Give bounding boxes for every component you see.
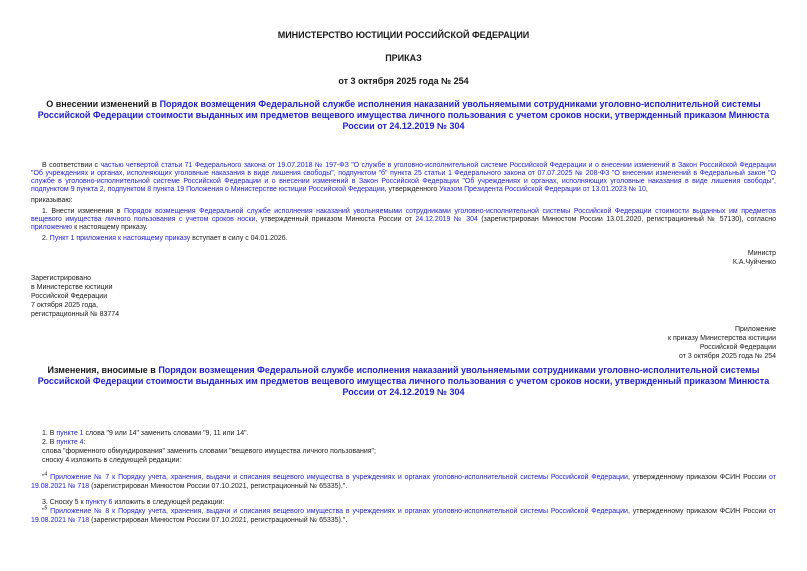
text-segment: 3. Сноску 5 к bbox=[42, 499, 86, 506]
prikaz-word bbox=[31, 197, 776, 205]
annex-amendments-list bbox=[31, 429, 776, 525]
text-segment: изложить в следующей редакции: bbox=[112, 499, 225, 506]
text-segment: 2. В bbox=[42, 439, 57, 446]
text-segment: (зарегистрирован Минюстом России 07.10.2021, регистрационный № 65335).". bbox=[89, 517, 348, 524]
text-segment: Изменения, вносимые в bbox=[47, 365, 159, 375]
registration-line: в Министерстве юстиции bbox=[31, 284, 113, 291]
text-segment: : bbox=[83, 439, 86, 446]
law-reference-link[interactable]: Указом Президента Российской Федерации от 13.01.2023 № 10 bbox=[439, 186, 646, 193]
registration-line: 7 октября 2025 года, bbox=[31, 302, 99, 309]
annex-heading bbox=[31, 365, 776, 398]
annex-label-line: от 3 октября 2025 года № 254 bbox=[678, 353, 776, 360]
text-segment: 1. В bbox=[42, 430, 57, 437]
registration-line: Зарегистрировано bbox=[31, 275, 91, 282]
text-segment: , утвержденному приказом ФСИН России bbox=[627, 474, 770, 481]
text-segment: 5 bbox=[44, 505, 48, 512]
law-reference-link[interactable]: Приложение № 7 к Порядку учета, хранения, выдачи и списания вещевого имущества в учреждениях и органах уголовно-исполнительной системы Российской Федерации bbox=[50, 474, 628, 481]
law-reference-link[interactable]: Порядок возмещения Федеральной службе исполнения наказаний увольняемыми сотрудниками уголовно-исполнительной системы Российской Федерации стоимости выданных им предметов вещевого имущества личного пользования с учетом сроков носки bbox=[31, 208, 776, 223]
text-segment: сноску 4 изложить в следующей редакции: bbox=[42, 457, 182, 464]
signer-name: К.А.Чуйченко bbox=[732, 259, 776, 266]
text-segment: , утвержденный приказом Минюста России от bbox=[255, 216, 416, 223]
law-reference-link[interactable]: Приложение № 8 к Порядку учета, хранения, выдачи и списания вещевого имущества в учреждениях и органах уголовно-исполнительной системы Российской Федерации bbox=[50, 508, 628, 515]
law-reference-link[interactable]: от 19.08.2021 № 718 bbox=[31, 508, 776, 524]
law-reference-link[interactable]: Порядок возмещения Федеральной службе исполнения наказаний увольняемыми сотрудниками уголовно-исполнительной системы Российской Федерации стоимости выданных им предметов вещевого имущества личного пользования с учетом сроков носки, утвержденный приказом Минюста России от 24.12.2019 № 304 bbox=[37, 365, 770, 397]
text-segment: " bbox=[42, 508, 45, 515]
annex-item-1 bbox=[31, 429, 776, 438]
signer-position: Министр bbox=[747, 250, 776, 257]
preamble-paragraph bbox=[31, 162, 776, 194]
law-reference-link[interactable]: Порядок возмещения Федеральной службе исполнения наказаний увольняемыми сотрудниками уголовно-исполнительной системы Российской Федерации стоимости выданных им предметов вещевого имущества личного пользования с учетом сроков носки, утвержденный приказом Минюста России от 24.12.2019 № 304 bbox=[37, 99, 770, 131]
text-segment: (зарегистрирован Минюстом России 13.01.2020, регистрационный № 57130), согласно bbox=[477, 216, 776, 223]
order-clause-1 bbox=[31, 208, 776, 232]
law-reference-link[interactable]: пункте 1 bbox=[56, 430, 84, 437]
law-reference-link[interactable]: 24.12.2019 № 304 bbox=[415, 216, 478, 223]
law-reference-link[interactable]: Пункт 1 приложения к настоящему приказу bbox=[49, 235, 191, 242]
annex-label-line: к приказу Министерства юстиции bbox=[667, 335, 776, 342]
text-segment: , утвержденного bbox=[384, 186, 440, 193]
doc-title bbox=[31, 99, 776, 132]
annex-item-2-sub-2 bbox=[31, 456, 776, 465]
text-segment: " bbox=[42, 474, 45, 481]
law-reference-link[interactable]: приложению bbox=[31, 224, 73, 231]
law-reference-link[interactable]: от 19.08.2021 № 718 bbox=[31, 474, 776, 490]
text-segment: к настоящему приказу. bbox=[72, 224, 148, 231]
text-segment: (зарегистрирован Минюстом России 07.10.2021, регистрационный № 65335).". bbox=[89, 483, 348, 490]
text-segment: , утвержденному приказом ФСИН России bbox=[627, 508, 770, 515]
registration-line: регистрационный № 83774 bbox=[31, 311, 120, 318]
annex-item-3 bbox=[31, 498, 776, 507]
law-reference-link[interactable]: пункту 6 bbox=[85, 499, 113, 506]
text-segment: В соответствии с bbox=[42, 162, 101, 169]
ministry-name: МИНИСТЕРСТВО ЮСТИЦИИ РОССИЙСКОЙ ФЕДЕРАЦИИ bbox=[277, 30, 530, 40]
text-segment: 1. Внести изменения в bbox=[42, 208, 124, 215]
law-reference-link[interactable]: частью четвертой статьи 71 Федерального закона от 19.07.2018 № 197-ФЗ "О службе в уголовно-исполнительной системе Российской Федерации и о внесении изменений в Закон Российской Федерации "Об учреждениях и органах, исполняющих уголовные наказания в виде лишения свободы", подпунктом "б" пункта 25 статьи 1 Федерального закона от 07.07.2025 № 208-ФЗ "О внесении изменений в Федеральный закон "О службе в уголовно-исполнительной системе Российской Федерации и о внесении изменений в Закон Российской Федерации "Об учреждениях и органах, исполняющих уголовные наказания в виде лишения свободы", подпунктом 9 пункта 2, подпунктом 8 пункта 19 Положения о Министерстве юстиции Российской Федерации bbox=[31, 162, 776, 193]
order-clause-2 bbox=[31, 235, 776, 243]
text-segment: вступает в силу с 04.01.2026. bbox=[190, 235, 288, 242]
annex-item-2-sub-1 bbox=[31, 447, 776, 456]
law-reference-link[interactable]: пункте 4 bbox=[56, 439, 84, 446]
text-segment: 2. bbox=[42, 235, 50, 242]
doc-date-number: от 3 октября 2025 года № 254 bbox=[338, 76, 469, 86]
annex-label-block bbox=[31, 325, 776, 361]
text-segment: приказываю: bbox=[31, 197, 73, 204]
text-segment: слова "9 или 14" заменить словами "9, 11 или 14". bbox=[83, 430, 249, 437]
text-segment: О внесении изменений в bbox=[46, 99, 160, 109]
registration-block bbox=[31, 274, 776, 319]
text-segment: , bbox=[645, 186, 648, 193]
annex-label-line: Приложение bbox=[734, 326, 776, 333]
annex-item-2 bbox=[31, 438, 776, 447]
text-segment: 4 bbox=[44, 471, 48, 478]
annex-label-line: Российской Федерации bbox=[699, 344, 776, 351]
annex-footnote-5-text bbox=[31, 507, 776, 525]
text-segment: слова "форменного обмундирования" заменить словами "вещевого имущества личного пользования"; bbox=[42, 448, 376, 455]
annex-footnote-4-text bbox=[31, 473, 776, 491]
signature-block bbox=[31, 249, 776, 267]
registration-line: Российской Федерации bbox=[31, 293, 108, 300]
doc-type: ПРИКАЗ bbox=[385, 53, 422, 63]
